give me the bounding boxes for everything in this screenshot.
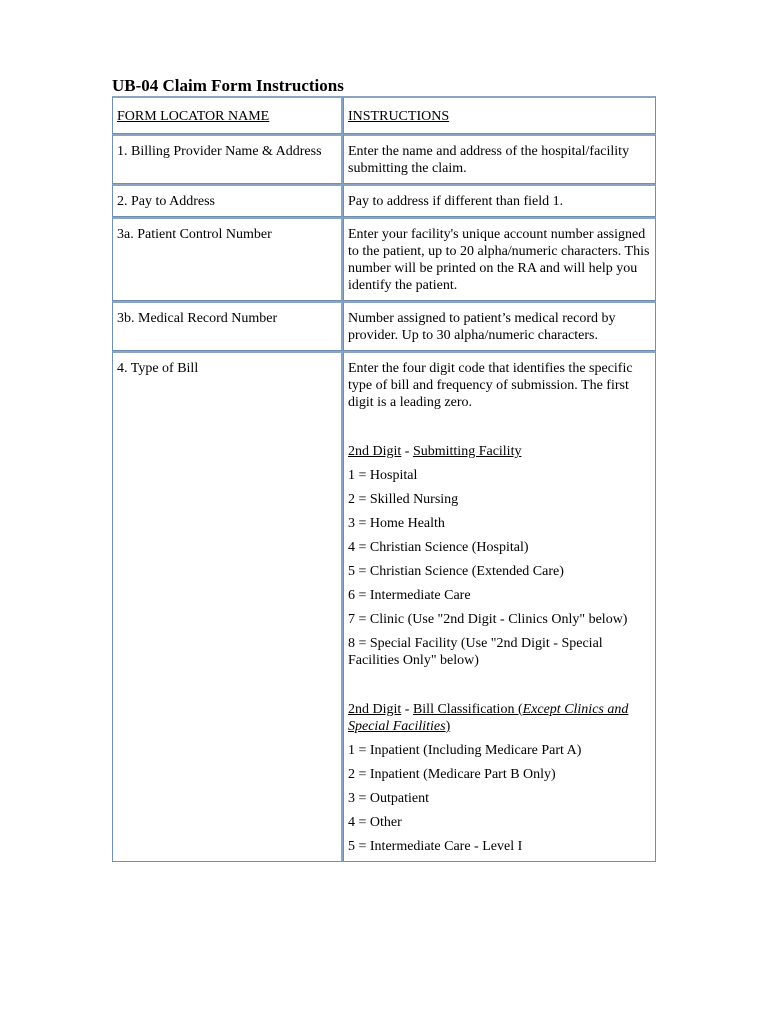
- list-item: 4 = Other: [348, 815, 402, 830]
- row-name: 3b. Medical Record Number: [112, 301, 343, 351]
- table-header-row: [112, 96, 656, 134]
- list-item: 4 = Christian Science (Hospital): [348, 540, 529, 555]
- section2-heading: [348, 701, 651, 735]
- list-item: 1 = Inpatient (Including Medicare Part A): [348, 743, 582, 758]
- table-row: [112, 134, 656, 184]
- type-of-bill-intro: Enter the four digit code that identifies the specific type of bill and frequency of submission. The first digit is a leading zero.: [348, 361, 633, 410]
- table-row: [112, 301, 656, 351]
- list-item: 7 = Clinic (Use "2nd Digit - Clinics Only" below): [348, 612, 628, 627]
- list-item: 5 = Christian Science (Extended Care): [348, 564, 564, 579]
- table-row-type-of-bill: [112, 351, 656, 862]
- table-row: [112, 184, 656, 217]
- list-item: 5 = Intermediate Care - Level I: [348, 839, 523, 854]
- table-row: [112, 217, 656, 301]
- section2-heading-b-text: Bill Classification (: [412, 702, 523, 717]
- section1-heading: [348, 443, 651, 460]
- header-form-locator: [112, 96, 343, 134]
- row-instructions: Pay to address if different than field 1.: [343, 184, 656, 217]
- section2-heading-close: ): [445, 719, 451, 734]
- row-name: 3a. Patient Control Number: [112, 217, 343, 301]
- section2-heading-italic: Except Clinics and Special Facilities: [348, 702, 629, 734]
- row-name: 1. Billing Provider Name & Address: [112, 134, 343, 184]
- section1-heading-a: 2nd Digit: [348, 444, 402, 459]
- section2-sep: -: [401, 702, 413, 717]
- row-instructions: Enter your facility's unique account number assigned to the patient, up to 20 alpha/numeric characters. This number will be printed on the RA and will help you identify the patient.: [343, 217, 656, 301]
- row-instructions: Number assigned to patient’s medical record by provider. Up to 30 alpha/numeric characters.: [343, 301, 656, 351]
- row-name: 4. Type of Bill: [112, 351, 343, 862]
- header-instructions: [343, 96, 656, 134]
- row-instructions: [343, 351, 656, 862]
- section1-sep: -: [401, 444, 413, 459]
- list-item: 6 = Intermediate Care: [348, 588, 471, 603]
- section1-heading-b: Submitting Facility: [412, 444, 522, 459]
- header-col2-text: INSTRUCTIONS: [348, 109, 450, 124]
- page-title: UB-04 Claim Form Instructions: [112, 76, 344, 95]
- list-item: 2 = Skilled Nursing: [348, 492, 459, 507]
- list-item: 3 = Home Health: [348, 516, 445, 531]
- list-item: 1 = Hospital: [348, 468, 418, 483]
- header-col1-text: FORM LOCATOR NAME: [117, 109, 270, 124]
- section2-heading-a: 2nd Digit: [348, 702, 402, 717]
- row-instructions: Enter the name and address of the hospital/facility submitting the claim.: [343, 134, 656, 184]
- list-item: 3 = Outpatient: [348, 791, 429, 806]
- list-item: 2 = Inpatient (Medicare Part B Only): [348, 767, 556, 782]
- row-name: 2. Pay to Address: [112, 184, 343, 217]
- instructions-table: [112, 96, 656, 862]
- list-item: 8 = Special Facility (Use "2nd Digit - Special Facilities Only" below): [348, 636, 603, 668]
